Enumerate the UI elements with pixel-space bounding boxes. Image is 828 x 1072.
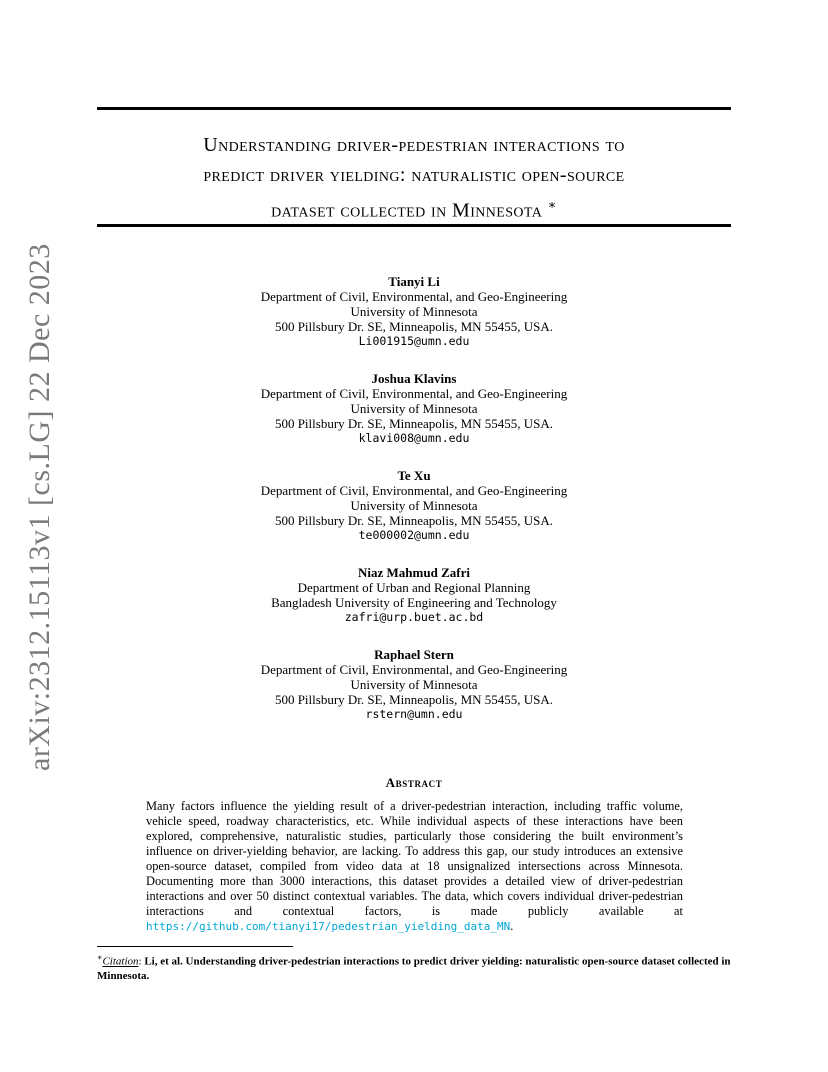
author-name: Niaz Mahmud Zafri — [358, 565, 470, 580]
paper-title — [97, 130, 731, 226]
citation-sep: : — [138, 955, 145, 968]
author-name: Te Xu — [397, 468, 431, 483]
author-email[interactable]: te000002@umn.edu — [358, 528, 470, 542]
author-list — [200, 274, 628, 744]
author-department: Department of Urban and Regional Planning — [297, 580, 531, 595]
author-email[interactable]: zafri@urp.buet.ac.bd — [344, 610, 484, 624]
footnote-marker: ∗ — [97, 953, 103, 962]
arxiv-stamp: arXiv:2312.15113v1 [cs.LG] 22 Dec 2023 — [23, 243, 56, 771]
abstract-text: Many factors influence the yielding result of a driver-pedestrian interaction, including traffic volume, vehicle speed, roadway characteristics, etc. While individual aspects of these interactions have been explored, comprehensive, naturalistic studies, particularly those considering the built environment’s influence on driver-yielding behavior, are lacking. To address this gap, our study introduces an extensive open-source dataset, compiled from video data at 18 unsignalized intersections across Minnesota. Documenting more than 3000 interactions, this dataset provides a detailed view of driver-pedestrian interactions and over 50 distinct contextual variables. The data, which covers individual driver-pedestrian interactions and contextual factors, is made publicly available at — [146, 799, 683, 918]
title-line-3-text: dataset collected in Minnesota — [271, 199, 543, 222]
dataset-link[interactable]: https://github.com/tianyi17/pedestrian_yielding_data_MN — [146, 920, 511, 933]
author-block — [200, 647, 628, 722]
title-line-2: predict driver yielding: naturalistic open-source — [203, 164, 625, 186]
author-institution: University of Minnesota — [350, 677, 478, 692]
author-institution: University of Minnesota — [350, 401, 478, 416]
author-department: Department of Civil, Environmental, and Geo-Engineering — [260, 289, 568, 304]
title-line-1: Understanding driver-pedestrian interactions to — [203, 134, 625, 156]
author-department: Department of Civil, Environmental, and Geo-Engineering — [260, 662, 568, 677]
author-email[interactable]: klavi008@umn.edu — [358, 431, 470, 445]
author-institution: Bangladesh University of Engineering and Technology — [271, 595, 557, 610]
title-footnote-marker: ∗ — [547, 197, 557, 212]
citation-footnote — [97, 951, 731, 983]
author-name: Raphael Stern — [374, 647, 454, 662]
author-email[interactable]: rstern@umn.edu — [365, 707, 463, 721]
citation-label: Citation — [102, 955, 139, 968]
author-block — [200, 565, 628, 625]
author-block — [200, 274, 628, 349]
author-department: Department of Civil, Environmental, and Geo-Engineering — [260, 386, 568, 401]
title-top-rule — [97, 107, 731, 110]
abstract-end: . — [510, 919, 514, 933]
citation-text: Li, et al. Understanding driver-pedestrian interactions to predict driver yielding: naturalistic open-source dataset collected in Minnesota. — [97, 955, 731, 982]
author-block — [200, 468, 628, 543]
abstract-heading: Abstract — [385, 775, 443, 790]
author-email[interactable]: Li001915@umn.edu — [358, 334, 470, 348]
author-block — [200, 371, 628, 446]
author-department: Department of Civil, Environmental, and Geo-Engineering — [260, 483, 568, 498]
title-line-3 — [97, 190, 731, 226]
title-bottom-rule — [97, 224, 731, 227]
author-address: 500 Pillsbury Dr. SE, Minneapolis, MN 55455, USA. — [274, 319, 554, 334]
footnote-rule — [97, 946, 293, 947]
abstract-body — [146, 799, 683, 934]
author-address: 500 Pillsbury Dr. SE, Minneapolis, MN 55455, USA. — [274, 513, 554, 528]
author-address: 500 Pillsbury Dr. SE, Minneapolis, MN 55455, USA. — [274, 692, 554, 707]
author-institution: University of Minnesota — [350, 498, 478, 513]
author-name: Joshua Klavins — [371, 371, 457, 386]
author-institution: University of Minnesota — [350, 304, 478, 319]
author-address: 500 Pillsbury Dr. SE, Minneapolis, MN 55455, USA. — [274, 416, 554, 431]
author-name: Tianyi Li — [388, 274, 440, 289]
